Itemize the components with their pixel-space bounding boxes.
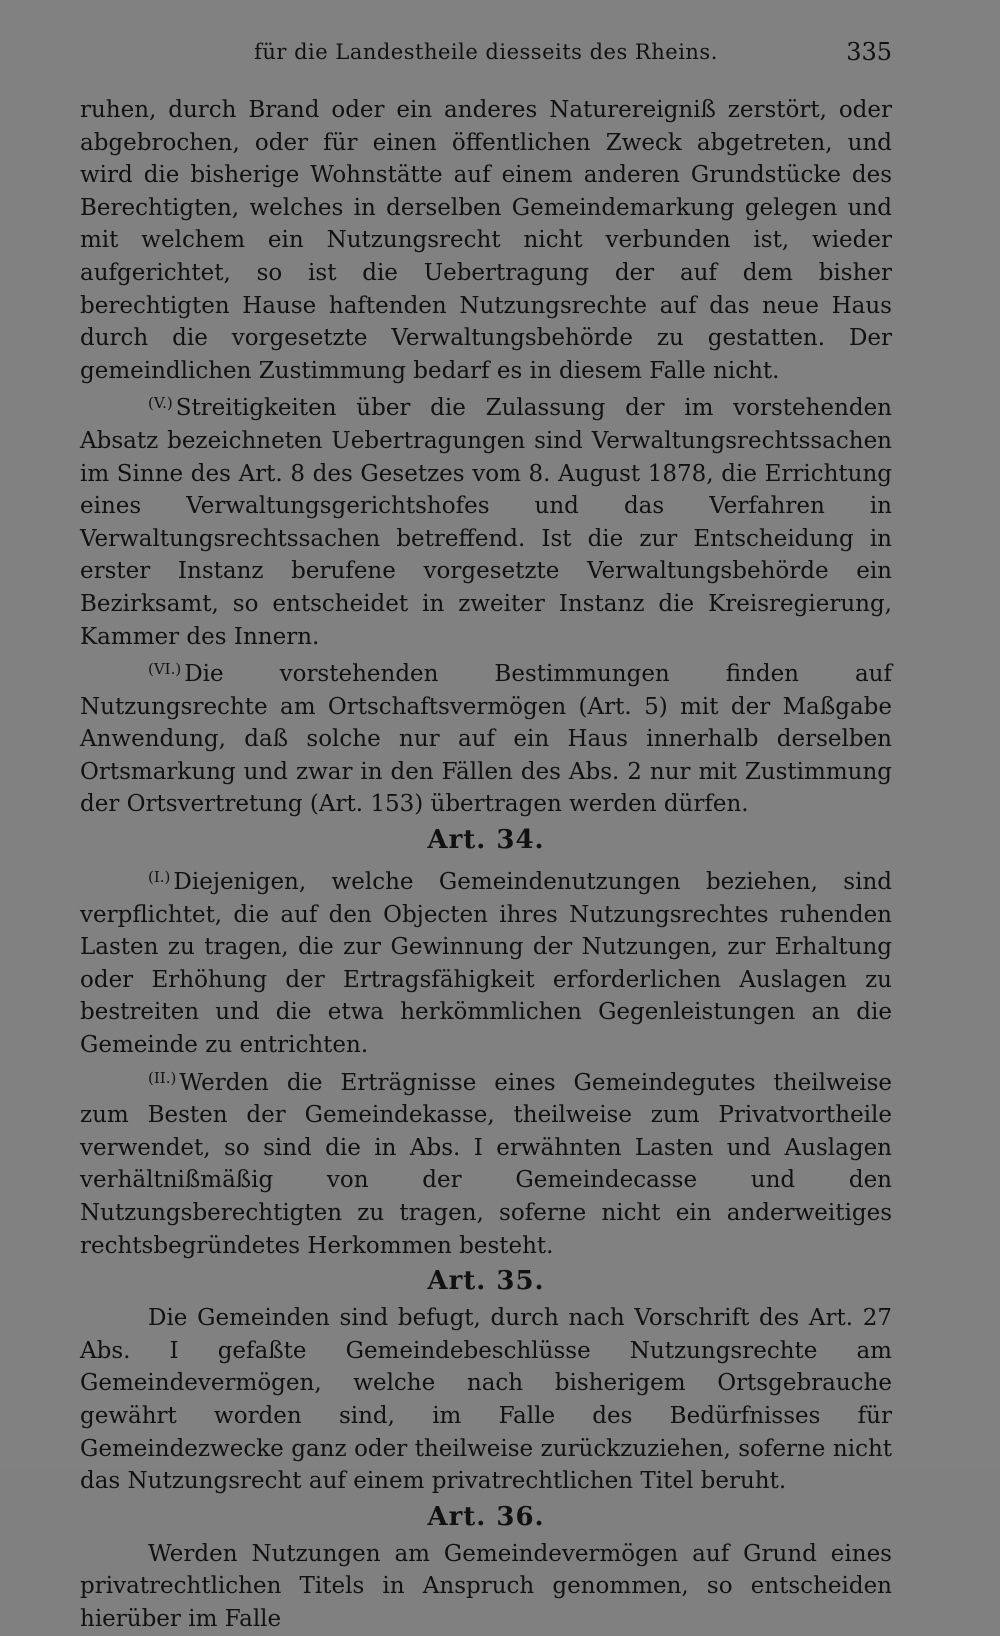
article-34-paragraph-1 bbox=[80, 861, 892, 1062]
paragraph-v-text: Streitigkeiten über die Zulassung der im vorstehenden Absatz bezeichneten Uebertragungen sind Verwaltungsrechtssachen im Sinne des Art. 8 des Gesetzes vom 8. August 1878, die Errichtung eines Verwaltungsgerichtshofes und das Verfahren in Verwaltungsrechtssachen betreffend. Ist die zur Entscheidung in erster Instanz berufene vorgesetzte Verwaltungsbehörde ein Bezirksamt, so entscheidet in zweiter Instanz die Kreisregierung, Kammer des Innern. bbox=[80, 395, 892, 650]
article-34-paragraph-1-text: Diejenigen, welche Gemeindenutzungen beziehen, sind verpflichtet, die auf den Objecten ihres Nutzungsrechtes ruhenden Lasten zu tragen, die zur Gewinnung der Nutzungen, zur Erhaltung oder Erhöhung der Ertragsfähigkeit erforderlichen Auslagen zu bestreiten und die etwa herkömmlichen Gegenleistungen an die Gemeinde zu entrichten. bbox=[80, 869, 892, 1059]
text-block bbox=[80, 94, 892, 1636]
article-34-heading: Art. 34. bbox=[427, 825, 545, 856]
paragraph-mark-vi: (VI.) bbox=[148, 660, 182, 679]
paragraph-mark-v: (V.) bbox=[148, 394, 173, 413]
paragraph-mark-ii: (II.) bbox=[148, 1068, 177, 1087]
article-35-heading: Art. 35. bbox=[427, 1266, 545, 1297]
article-36-heading: Art. 36. bbox=[427, 1501, 545, 1532]
continuation-paragraph: ruhen, durch Brand oder ein anderes Naturereigniß zerstört, oder abgebrochen, oder für einen öffentlichen Zweck abgetreten, und wird die bisherige Wohnstätte auf einem anderen Grundstücke des Berechtigten, welches in derselben Gemeindemarkung gelegen und mit welchem ein Nutzungsrecht nicht verbunden ist, wieder aufgerichtet, so ist die Uebertragung der auf dem bisher berechtigten Hause haftenden Nutzungsrechte auf das neue Haus durch die vorgesetzte Verwaltungsbehörde zu gestatten. Der gemeindlichen Zustimmung bedarf es in diesem Falle nicht. bbox=[80, 97, 892, 384]
paragraph-vi-text: Die vorstehenden Bestimmungen finden auf Nutzungsrechte am Ortschaftsvermögen (Art. 5) mit der Maßgabe Anwendung, daß solche nur auf ein Haus innerhalb derselben Ortsmarkung und zwar in den Fällen des Abs. 2 nur mit Zustimmung der Ortsvertretung (Art. 153) übertragen werden dürfen. bbox=[80, 661, 892, 818]
article-34-paragraph-2 bbox=[80, 1062, 892, 1263]
article-35-paragraph: Die Gemeinden sind befugt, durch nach Vorschrift des Art. 27 Abs. I gefaßte Gemeindebeschlüsse Nutzungsrechte am Gemeindevermögen, welche nach bisherigem Ortsgebrauche gewährt worden sind, im Falle des Bedürfnisses für Gemeindezwecke ganz oder theilweise zurückzuziehen, soferne nicht das Nutzungsrecht auf einem privatrechtlichen Titel beruht. bbox=[80, 1305, 892, 1495]
running-head bbox=[80, 36, 892, 70]
paragraph-v bbox=[80, 387, 892, 653]
paragraph-mark-i: (I.) bbox=[148, 868, 171, 887]
article-34-paragraph-2-text: Werden die Erträgnisse eines Gemeindegutes theilweise zum Besten der Gemeindekasse, theilweise zum Privatvortheile verwendet, so sind die in Abs. I erwähnten Lasten und Auslagen verhältnißmäßig von der Gemeindecasse und den Nutzungsberechtigten zu tragen, soferne nicht ein anderweitiges rechtsbegründetes Herkommen besteht. bbox=[80, 1069, 892, 1259]
article-36-paragraph: Werden Nutzungen am Gemeindevermögen auf Grund eines privatrechtlichen Titels in Anspruch genommen, so entscheiden hierüber im Falle bbox=[80, 1540, 892, 1632]
page-number: 335 bbox=[846, 38, 892, 66]
running-title: für die Landestheile diesseits des Rheins. bbox=[254, 40, 718, 64]
paragraph-vi bbox=[80, 653, 892, 821]
